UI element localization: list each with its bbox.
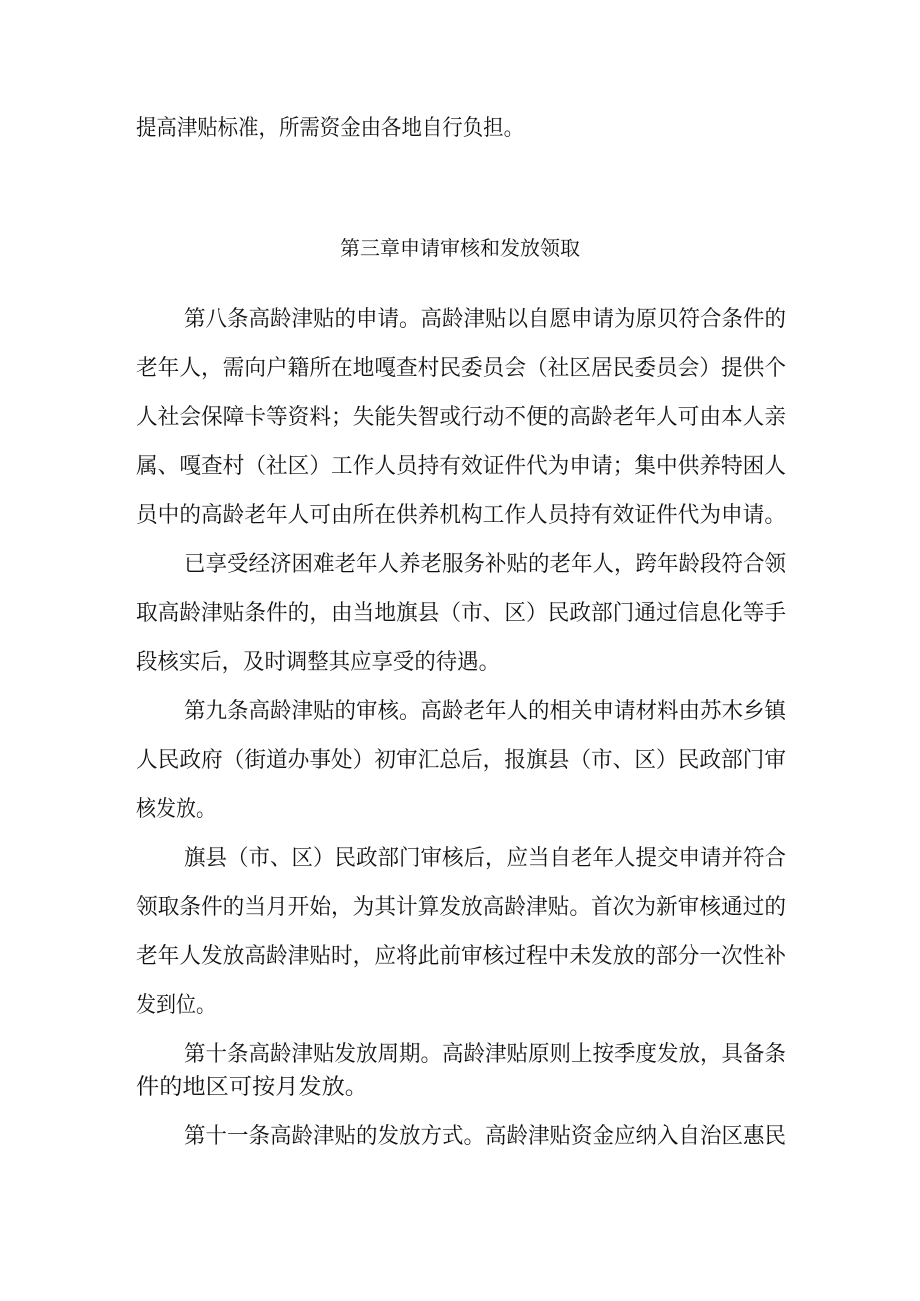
line-text: 件的地区可按月发放。 <box>136 1075 368 1100</box>
line-text: 老年人发放高龄津贴时，应将此前审核过程中未发放的部分一次性补 <box>136 944 786 969</box>
line-text: 第十一条高龄津贴的发放方式。高龄津贴资金应纳入自治区惠民 <box>184 1124 786 1149</box>
line-text: 老年人，需向户籍所在地嘎查村民委员会（社区居民委员会）提供个 <box>136 356 786 381</box>
line-text: 段核实后，及时调整其应享受的待遇。 <box>136 650 500 675</box>
line-text: 领取条件的当月开始，为其计算发放高龄津贴。首次为新审核通过的 <box>136 895 786 920</box>
line-text: 第九条高龄津贴的审核。高龄老年人的相关申请材料由苏木乡镇 <box>184 699 786 724</box>
line-text: 已享受经济困难老年人养老服务补贴的老年人，跨年龄段符合领 <box>184 552 786 577</box>
line-text: 取高龄津贴条件的，由当地旗县（市、区）民政部门通过信息化等手 <box>136 601 786 626</box>
chapter-title-text: 第三章申请审核和发放领取 <box>340 236 580 260</box>
line-text: 第十条高龄津贴发放周期。高龄津贴原则上按季度发放，具备条 <box>184 1042 786 1067</box>
line-text: 属、嘎查村（社区）工作人员持有效证件代为申请；集中供养特困人 <box>136 454 786 479</box>
line-text: 旗县（市、区）民政部门审核后，应当自老年人提交申请并符合 <box>184 846 786 871</box>
line-text: 员中的高龄老年人可由所在供养机构工作人员持有效证件代为申请。 <box>136 503 786 528</box>
line-text: 第八条高龄津贴的申请。高龄津贴以自愿申请为原贝符合条件的 <box>184 307 786 332</box>
line-text: 提高津贴标准，所需资金由各地自行负担。 <box>136 116 524 141</box>
line-text: 发到位。 <box>136 993 216 1018</box>
line-text: 核发放。 <box>136 797 216 822</box>
line-text: 人民政府（街道办事处）初审汇总后，报旗县（市、区）民政部门审 <box>136 748 786 773</box>
line-text: 人社会保障卡等资料；失能失智或行动不便的高龄老年人可由本人亲 <box>136 405 786 430</box>
chapter-title <box>0 233 920 263</box>
